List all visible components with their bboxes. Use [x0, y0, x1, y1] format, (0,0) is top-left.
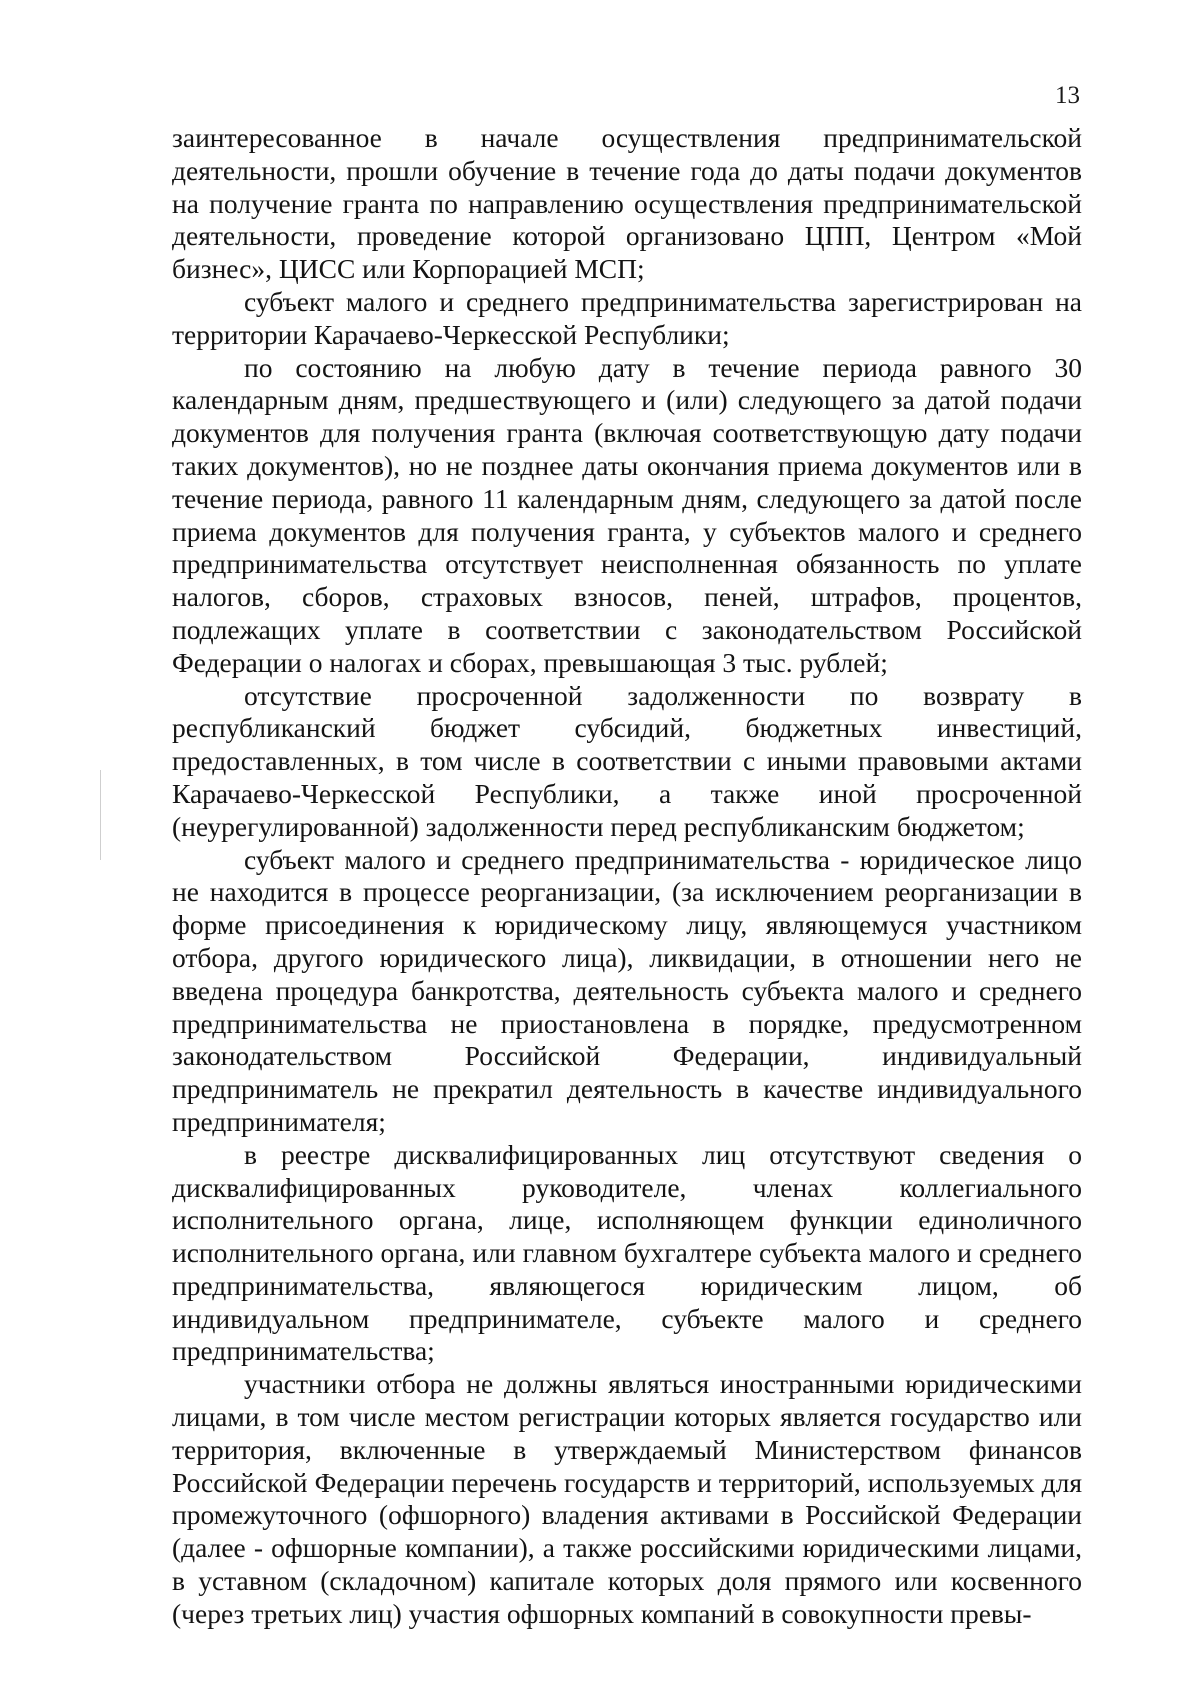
paragraph-continuation: заинтересованное в начале осуществления предпринимательской деятельности, прошли обучение в течение года до даты подачи документов на получение гранта по направлению осуществления предпринимательской деятельности, проведение которой организовано ЦПП, Центром «Мой бизнес», ЦИСС или Корпорацией МСП;: [172, 122, 1082, 285]
paragraph-reorganization: субъект малого и среднего предпринимательства - юридическое лицо не находится в процессе реорганизации, (за исключением реорганизации в форме присоединения к юридическому лицу, являющемуся участником отбора, другого юридического лица), ликвидации, в отношении него не введена процедура банкротства, деятельность субъекта малого и среднего предпринимательства не приостановлена в порядке, предусмотренном законодательством Российской Федерации, индивидуальный предприниматель не прекратил деятельность в качестве индивидуального предпринимателя;: [172, 843, 1082, 1137]
paragraph-disqualified-registry: в реестре дисквалифицированных лиц отсутствуют сведения о дисквалифицированных руководителе, членах коллегиального исполнительного органа, лице, исполняющем функции единоличного исполнительного органа, или главном бухгалтере субъекта малого и среднего предпринимательства, являющегося юридическим лицом, об индивидуальном предпринимателе, субъекте малого и среднего предпринимательства;: [172, 1138, 1082, 1367]
paragraph-offshore: участники отбора не должны являться иностранными юридическими лицами, в том числе местом регистрации которых является государство или территория, включенные в утверждаемый Министерством финансов Российской Федерации перечень государств и территорий, используемых для промежуточного (офшорного) владения активами в Российской Федерации (далее - офшорные компании), а также российскими юридическими лицами, в уставном (складочном) капитале которых доля прямого или косвенного (через третьих лиц) участия офшорных компаний в совокупности превы-: [172, 1368, 1082, 1629]
paragraph-tax-obligations: по состоянию на любую дату в течение периода равного 30 календарным дням, предшествующего и (или) следующего за датой подачи документов для получения гранта (включая соответствующую дату подачи таких документов), но не позднее даты окончания приема документов или в течение периода, равного 11 календарным дням, следующего за датой после приема документов для получения гранта, у субъектов малого и среднего предпринимательства отсутствует неисполненная обязанность по уплате налогов, сборов, страховых взносов, пеней, штрафов, процентов, подлежащих уплате в соответствии с законодательством Российской Федерации о налогах и сборах, превышающая 3 тыс. рублей;: [172, 351, 1082, 678]
scan-artifact-line: [100, 770, 101, 860]
page-number: 13: [1055, 82, 1080, 109]
paragraph-budget-debt: отсутствие просроченной задолженности по возврату в республиканский бюджет субсидий, бюджетных инвестиций, предоставленных, в том числе в соответствии с иными правовыми актами Карачаево-Черкесской Республики, а также иной просроченной (неурегулированной) задолженности перед республиканским бюджетом;: [172, 679, 1082, 842]
paragraph-registration: субъект малого и среднего предпринимательства зарегистрирован на территории Карачаево-Черкесской Республики;: [172, 285, 1082, 350]
document-body: [172, 122, 1082, 1631]
